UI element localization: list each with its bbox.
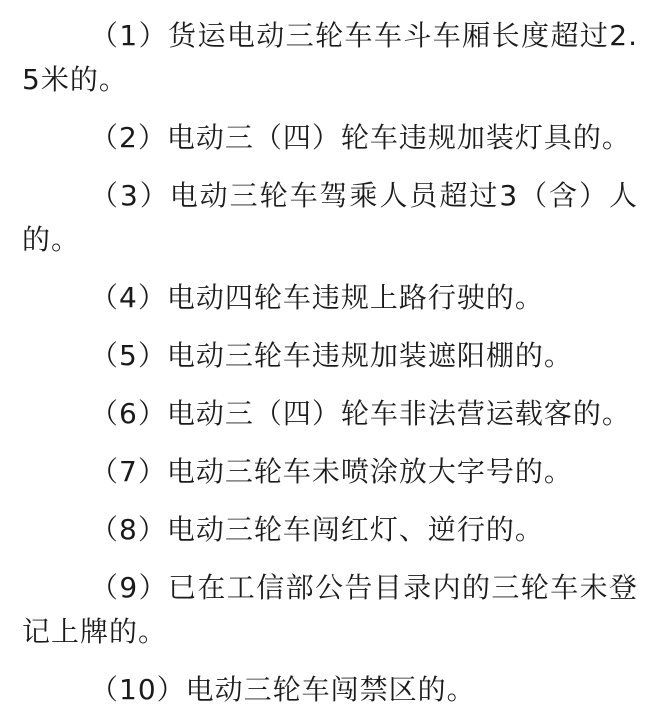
list-item-1: （1）货运电动三轮车车斗车厢长度超过2.5米的。 bbox=[22, 19, 638, 96]
list-item-4: （4）电动四轮车违规上路行驶的。 bbox=[90, 281, 544, 314]
list-item-3: （3）电动三轮车驾乘人员超过3（含）人的。 bbox=[22, 179, 638, 256]
list-item-2: （2）电动三（四）轮车违规加装灯具的。 bbox=[90, 121, 631, 154]
list-item-6: （6）电动三（四）轮车非法营运载客的。 bbox=[90, 397, 631, 430]
list-item-7: （7）电动三轮车未喷涂放大字号的。 bbox=[90, 455, 573, 488]
list-item-10: （10）电动三轮车闯禁区的。 bbox=[90, 673, 476, 706]
list-item-8: （8）电动三轮车闯红灯、逆行的。 bbox=[90, 513, 544, 546]
list-item-9: （9）已在工信部公告目录内的三轮车未登记上牌的。 bbox=[22, 571, 638, 648]
list-item-5: （5）电动三轮车违规加装遮阳棚的。 bbox=[90, 339, 573, 372]
